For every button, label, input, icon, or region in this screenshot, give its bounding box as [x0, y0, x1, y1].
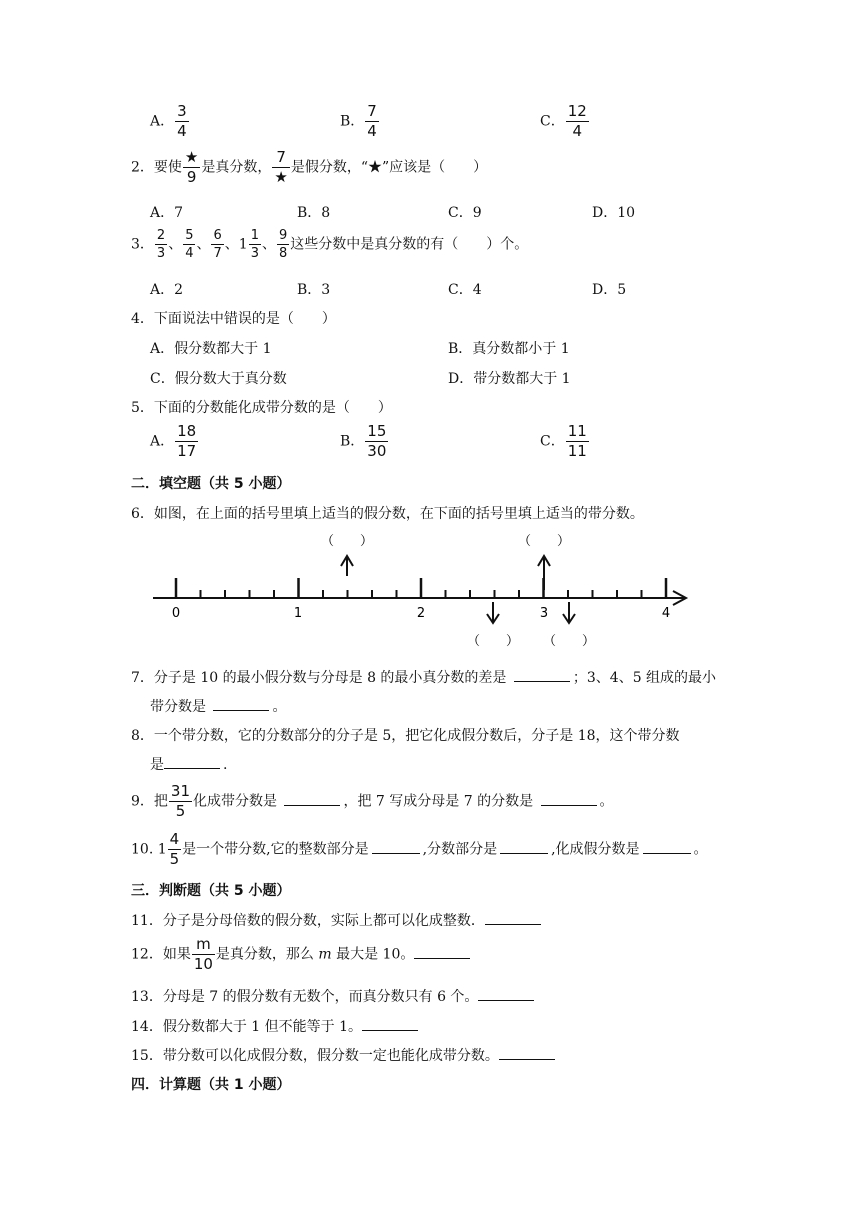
- answer-blank[interactable]: [284, 793, 340, 806]
- fraction: $\frac{m}{10}$: [193, 935, 213, 973]
- answer-blank[interactable]: [643, 841, 691, 854]
- answer-blank[interactable]: [500, 841, 548, 854]
- fraction: $\frac{2}{3}$: [156, 228, 166, 261]
- q4-option-d: D．带分数都大于 1: [448, 371, 571, 387]
- answer-blank[interactable]: [485, 912, 541, 925]
- answer-blank-top[interactable]: （ ）: [517, 534, 571, 549]
- section-heading-calculation: 四．计算题（共 1 小题）: [131, 1077, 291, 1093]
- q5-option-c: C． $\frac{11}{11}$: [540, 422, 587, 460]
- question-7-line-1: 7．分子是 10 的最小假分数与分母是 8 的最小真分数的差是 ；3、4、5 组成的最小: [131, 670, 717, 686]
- answer-blank[interactable]: [514, 669, 570, 682]
- fraction: $\frac{7}{★}$: [274, 148, 288, 186]
- fraction: $\frac{1}{3}$: [250, 228, 259, 261]
- answer-blank-bottom[interactable]: （ ）: [542, 634, 596, 649]
- q2-option-d: D．10: [592, 205, 636, 221]
- answer-blank[interactable]: [478, 988, 534, 1001]
- question-15: 15．带分数可以化成假分数，假分数一定也能化成带分数。: [131, 1045, 558, 1065]
- question-13: 13．分母是 7 的假分数有无数个，而真分数只有 6 个。: [131, 986, 537, 1006]
- question-7-line-2: 带分数是 。: [150, 699, 287, 715]
- star-icon: ★: [184, 148, 199, 166]
- q2-option-a: A．7: [150, 205, 184, 221]
- answer-blank-bottom[interactable]: （ ）: [466, 634, 520, 649]
- fraction: $\frac{3}{4}$: [177, 102, 187, 140]
- tick-label: 3: [539, 606, 549, 621]
- q3-option-d: D．5: [592, 282, 627, 298]
- star-icon: ★: [274, 168, 288, 186]
- question-14: 14．假分数都大于 1 但不能等于 1。: [131, 1016, 421, 1036]
- q4-option-a: A．假分数都大于 1: [150, 341, 272, 357]
- fraction: $\frac{31}{5}$: [170, 782, 191, 820]
- q1-option-b: B． $\frac{7}{4}$: [340, 102, 377, 140]
- fraction: $\frac{12}{4}$: [567, 102, 587, 140]
- fraction: $\frac{9}{8}$: [278, 228, 288, 261]
- q1-option-c: C． $\frac{12}{4}$: [540, 102, 587, 140]
- tick-label: 2: [416, 606, 426, 621]
- section-heading-judgement: 三．判断题（共 5 小题）: [131, 883, 291, 899]
- q4-option-c: C．假分数大于真分数: [150, 371, 287, 387]
- q3-option-b: B．3: [297, 282, 331, 298]
- section-heading-fill-in: 二．填空题（共 5 小题）: [131, 476, 291, 492]
- mixed-whole: 1: [238, 236, 248, 253]
- question-11: 11．分子是分母倍数的假分数，实际上都可以化成整数．: [131, 910, 544, 930]
- fraction: $\frac{18}{17}$: [177, 422, 197, 460]
- fraction: $\frac{5}{4}$: [185, 228, 194, 261]
- answer-blank[interactable]: [541, 793, 597, 806]
- tick-label: 1: [293, 606, 303, 621]
- fraction: $\frac{★}{9}$: [184, 148, 199, 186]
- question-6: 6．如图，在上面的括号里填上适当的假分数，在下面的括号里填上适当的带分数。: [131, 506, 644, 522]
- answer-blank[interactable]: [213, 698, 269, 711]
- q3-option-c: C．4: [448, 282, 482, 298]
- down-arrow-icon: [487, 602, 499, 623]
- question-9: 9．把 $\frac{31}{5}$ 化成带分数是 ，把 7 写成分母是 7 的分数是 。: [131, 782, 614, 820]
- answer-blank[interactable]: [414, 946, 470, 959]
- answer-blank[interactable]: [362, 1018, 418, 1031]
- question-8-line-1: 8．一个带分数，它的分数部分的分子是 5，把它化成假分数后，分子是 18，这个带分数: [131, 728, 680, 744]
- answer-blank[interactable]: [164, 756, 220, 769]
- question-2: 2．要使 $\frac{★}{9}$ 是真分数， $\frac{7}{★}$ 是假分数，“★”应该是（ ）: [131, 148, 488, 186]
- fraction: $\frac{7}{4}$: [367, 102, 377, 140]
- tick-label: 0: [171, 606, 181, 621]
- down-arrow-icon: [563, 602, 575, 623]
- q2-option-b: B．8: [297, 205, 331, 221]
- answer-blank-top[interactable]: （ ）: [320, 534, 374, 549]
- question-12: 12．如果 $\frac{m}{10}$ 是真分数，那么 m 最大是 10。: [131, 937, 473, 972]
- tick-label: 4: [661, 606, 671, 621]
- q5-option-b: B． $\frac{15}{30}$: [340, 422, 387, 460]
- answer-blank[interactable]: [372, 841, 420, 854]
- question-10: 10. 1 $\frac{4}{5}$ 是一个带分数,它的整数部分是 ,分数部分是 ,化成假分数是 。: [131, 830, 708, 868]
- question-3: 3． $\frac{2}{3}$ 、 $\frac{5}{4}$ 、 $\frac{6}{7}$ 、1 $\frac{1}{3}$ 、 $\frac{9}{8}$ 这些分数中是真分数的有（ ）个。: [131, 228, 529, 261]
- q3-option-a: A．2: [150, 282, 184, 298]
- q5-option-a: A． $\frac{18}{17}$: [150, 422, 197, 460]
- q2-option-c: C．9: [448, 205, 482, 221]
- answer-blank[interactable]: [499, 1047, 555, 1060]
- question-8-line-2: 是 .: [150, 757, 228, 773]
- up-arrow-icon: [341, 556, 353, 576]
- question-5: 5．下面的分数能化成带分数的是（ ）: [131, 400, 392, 416]
- fraction: $\frac{6}{7}$: [213, 228, 222, 261]
- question-4: 4．下面说法中错误的是（ ）: [131, 311, 336, 327]
- q4-option-b: B．真分数都小于 1: [448, 341, 570, 357]
- fraction: $\frac{4}{5}$: [169, 830, 180, 868]
- q1-option-a: A． $\frac{3}{4}$: [150, 102, 187, 140]
- fraction: $\frac{11}{11}$: [567, 422, 587, 460]
- fraction: $\frac{15}{30}$: [367, 422, 387, 460]
- up-arrow-icon: [538, 556, 550, 590]
- number-line-diagram: [150, 528, 695, 653]
